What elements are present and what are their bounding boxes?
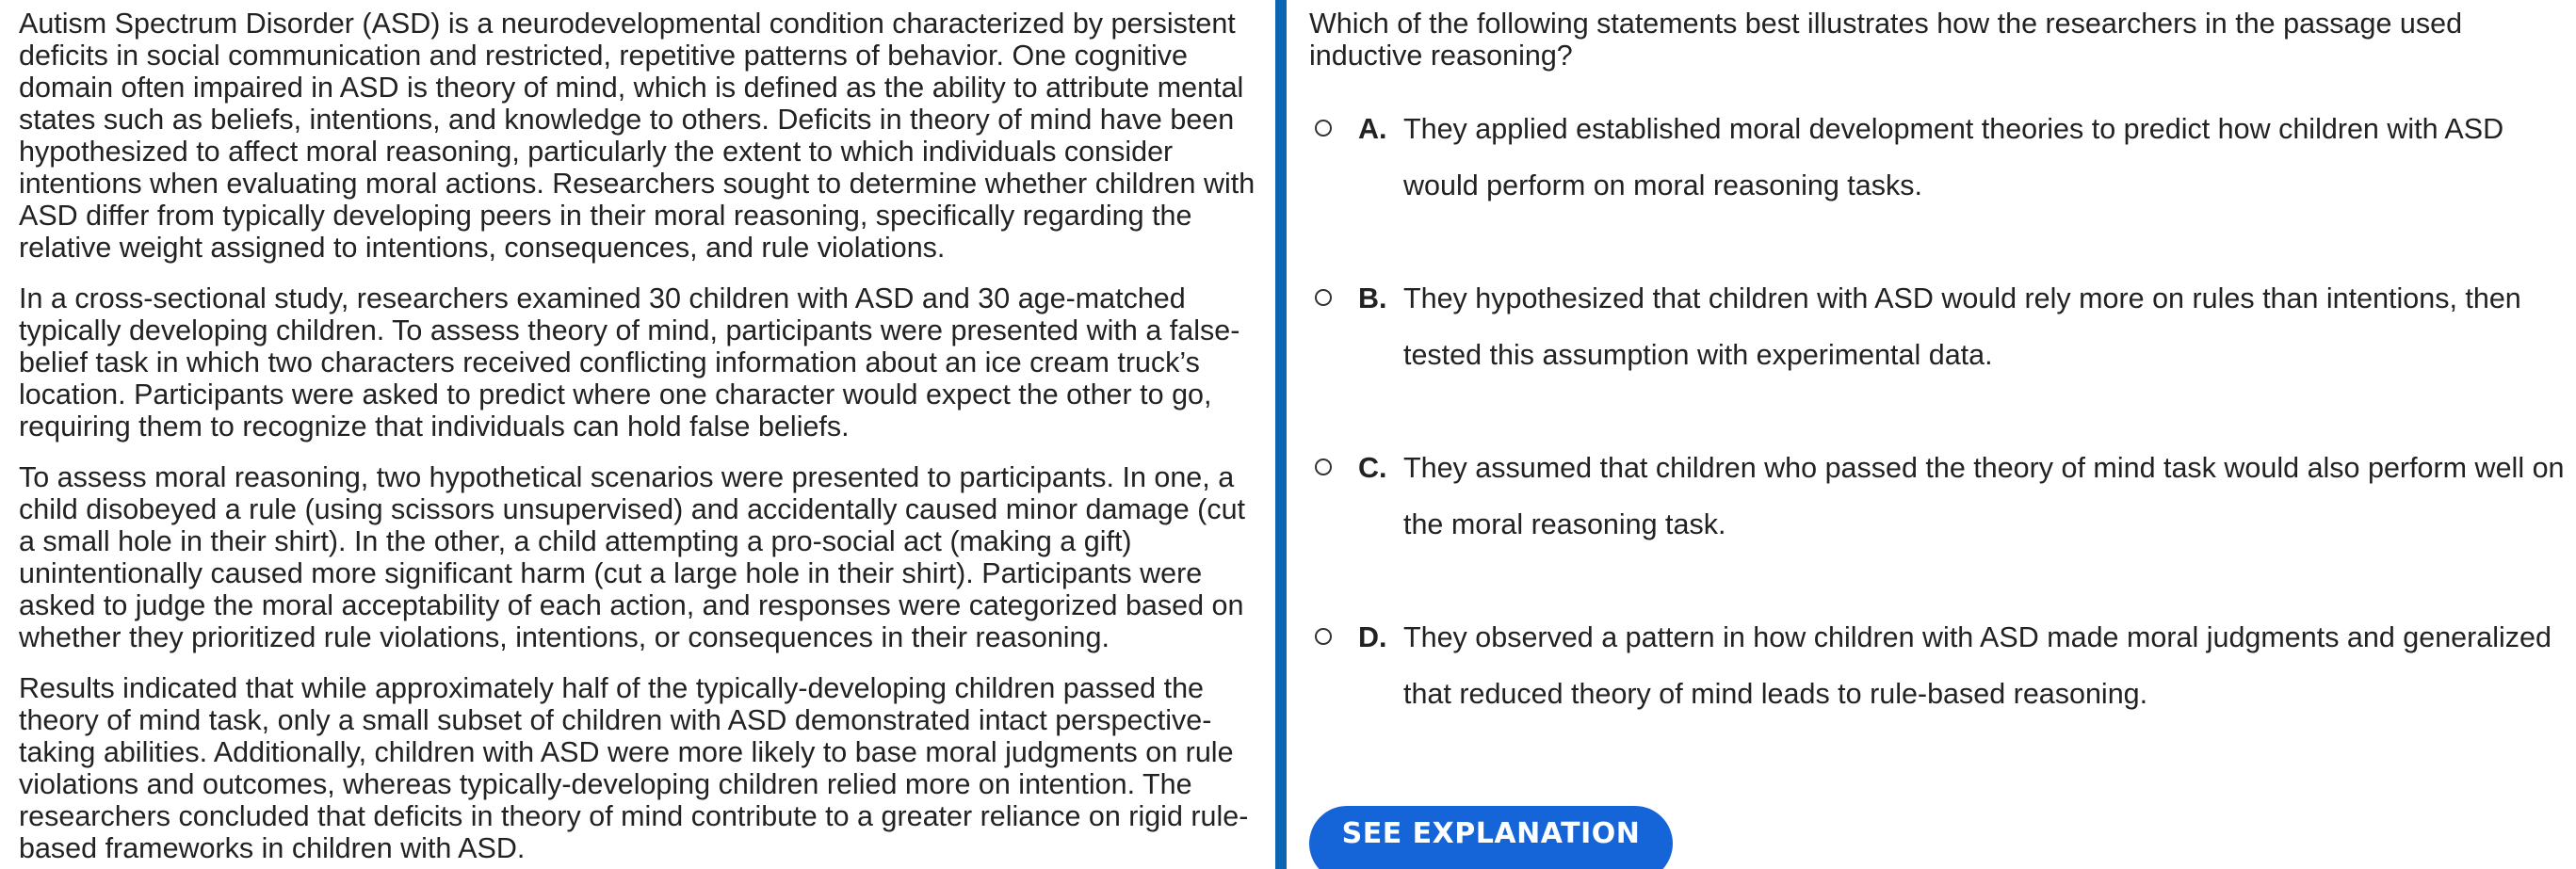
answer-option-a[interactable] bbox=[1309, 113, 2571, 282]
see-explanation-label: SEE EXPLANATION bbox=[1341, 817, 1641, 850]
passage-paragraph-4: Results indicated that while approximately half of the typically-developing children passed the theory of mind task, only a small subset of children with ASD demonstrated intact perspective-taking abilities. Additionally, children with ASD were more likely to base moral judgments on rule violations and outcomes, whereas typically-developing children relied more on intention. The researchers concluded that deficits in theory of mind contribute to a greater reliance on rigid rule-based frameworks in children with ASD. bbox=[19, 672, 1249, 864]
option-text-d: They observed a pattern in how children with ASD made moral judgments and generalized that reduced theory of mind leads to rule-based reasoning. bbox=[1403, 621, 2552, 710]
passage-paragraph-3: To assess moral reasoning, two hypothetical scenarios were presented to participants. In one, a child disobeyed a rule (using scissors unsupervised) and accidentally caused minor damage (cut a small hole in their shirt). In the other, a child attempting a pro-social act (making a gift) unintentionally caused more significant harm (cut a large hole in their shirt). Participants were asked to judge the moral acceptability of each action, and responses were categorized based on whether they prioritized rule violations, intentions, or consequences in their reasoning. bbox=[19, 461, 1246, 653]
passage-paragraph-2: In a cross-sectional study, researchers examined 30 children with ASD and 30 age-matched typically developing children. To assess theory of mind, participants were presented with a false-belief task in which two characters received conflicting information about an ice cream truck’s location. Participants were asked to predict where one character would expect the other to go, requiring them to recognize that individuals can hold false beliefs. bbox=[19, 282, 1240, 443]
radio-button-c[interactable] bbox=[1315, 459, 1332, 475]
passage bbox=[19, 8, 1262, 869]
see-explanation-button[interactable] bbox=[1309, 806, 1673, 869]
option-letter-b: B. bbox=[1358, 282, 1387, 314]
radio-button-d[interactable] bbox=[1315, 628, 1332, 645]
question-stem: Which of the following statements best illustrates how the researchers in the passage used inductive reasoning? bbox=[1309, 8, 2463, 72]
option-letter-d: D. bbox=[1358, 621, 1387, 653]
option-letter-c: C. bbox=[1358, 452, 1387, 484]
option-text-b: They hypothesized that children with ASD would rely more on rules than intentions, then tested this assumption with experimental data. bbox=[1403, 282, 2521, 371]
passage-paragraph-1: Autism Spectrum Disorder (ASD) is a neurodevelopmental condition characterized by persistent deficits in social communication and restricted, repetitive patterns of behavior. One cognitive domain often impaired in ASD is theory of mind, which is defined as the ability to attribute mental states such as beliefs, intentions, and knowledge to others. Deficits in theory of mind have been hypothesized to affect moral reasoning, particularly the extent to which individuals consider intentions when evaluating moral actions. Researchers sought to determine whether children with ASD differ from typically developing peers in their moral reasoning, specifically regarding the relative weight assigned to intentions, consequences, and rule violations. bbox=[19, 8, 1256, 264]
answer-option-c[interactable] bbox=[1309, 452, 2571, 621]
answer-option-d[interactable] bbox=[1309, 621, 2571, 791]
radio-button-a[interactable] bbox=[1315, 120, 1332, 137]
answer-options bbox=[1309, 113, 2571, 791]
option-letter-a: A. bbox=[1358, 113, 1387, 145]
option-text-a: They applied established moral development theories to predict how children with ASD would perform on moral reasoning tasks. bbox=[1403, 113, 2504, 201]
answer-option-b[interactable] bbox=[1309, 282, 2571, 452]
radio-button-b[interactable] bbox=[1315, 289, 1332, 306]
question-panel bbox=[1309, 8, 2571, 791]
option-text-c: They assumed that children who passed the theory of mind task would also perform well on the moral reasoning task. bbox=[1403, 452, 2565, 540]
panel-divider[interactable] bbox=[1275, 0, 1287, 869]
